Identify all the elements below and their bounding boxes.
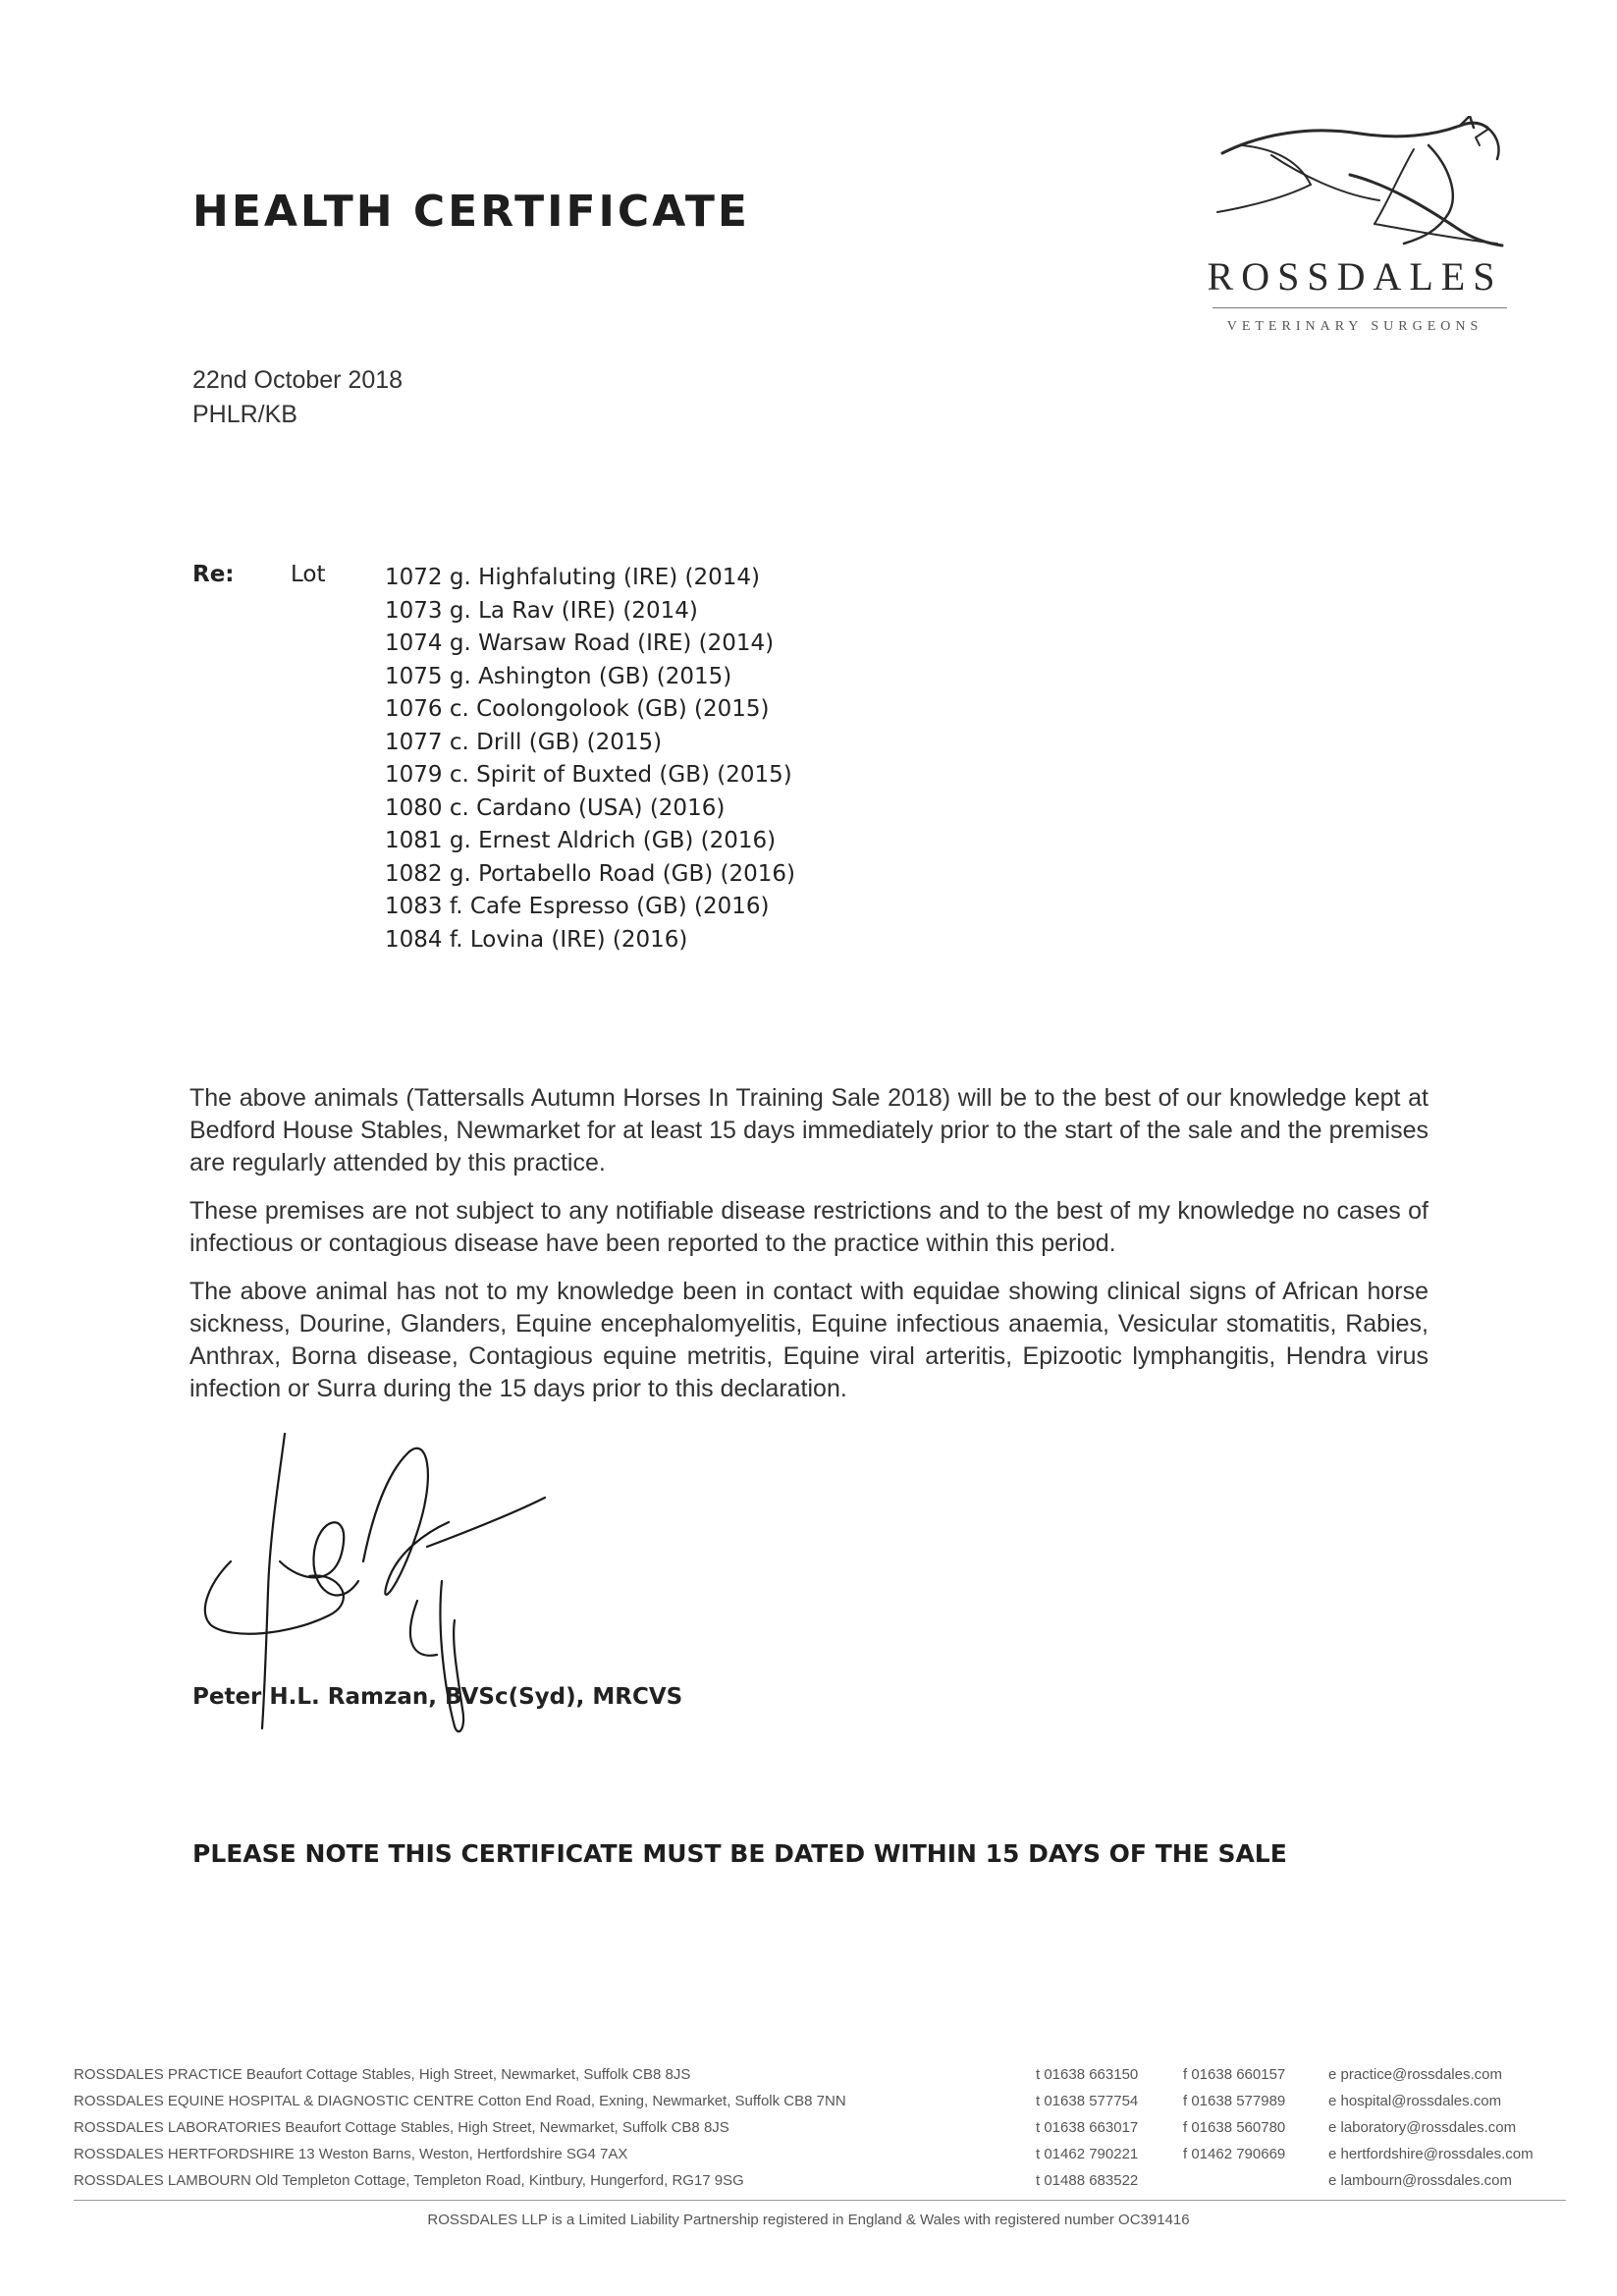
footer-telephone: t 01638 577754 xyxy=(1036,2093,1139,2109)
footer-address: ROSSDALES LAMBOURN Old Templeton Cottage, Templeton Road, Kintbury, Hungerford, RG17 9SG xyxy=(74,2172,744,2189)
body-paragraph: The above animal has not to my knowledge been in contact with equidae showing clinical signs of African horse sickness, Dourine, Glanders, Equine encephalomyelitis, Equine infectious anaemia, Vesicular stomatitis, Rabies, Anthrax, Borna disease, Contagious equine metritis, Equine viral arteritis, Epizootic lymphangitis, Hendra virus infection or Surra during the 15 days prior to this declaration. xyxy=(189,1278,1428,1402)
footer-telephone: t 01638 663017 xyxy=(1036,2119,1139,2136)
footer-address: ROSSDALES LABORATORIES Beaufort Cottage Stables, High Street, Newmarket, Suffolk CB8 8JS xyxy=(74,2119,729,2136)
lot-item: 1081 g. Ernest Aldrich (GB) (2016) xyxy=(385,828,777,853)
footer-email: e hospital@rossdales.com xyxy=(1328,2093,1502,2109)
footer-address: ROSSDALES PRACTICE Beaufort Cottage Stables, High Street, Newmarket, Suffolk CB8 8JS xyxy=(74,2066,691,2083)
lot-item: 1073 g. La Rav (IRE) (2014) xyxy=(385,597,698,624)
logo-divider xyxy=(1213,307,1507,308)
footer-fax: f 01462 790669 xyxy=(1183,2146,1286,2162)
document-title: HEALTH CERTIFICATE xyxy=(192,187,750,237)
lot-item: 1080 c. Cardano (USA) (2016) xyxy=(385,794,726,821)
lot-label: Lot xyxy=(291,562,326,587)
letter-meta xyxy=(192,363,403,432)
body-paragraph: The above animals (Tattersalls Autumn Horses In Training Sale 2018) will be to the best of our knowledge kept at Bedford House Stables, Newmarket for at least 15 days immediately prior to the start of the sale and the premises are regularly attended by this practice. xyxy=(189,1084,1428,1176)
re-label: Re: xyxy=(192,562,235,587)
lot-item: 1083 f. Cafe Espresso (GB) (2016) xyxy=(385,894,770,919)
lot-item: 1077 c. Drill (GB) (2015) xyxy=(385,729,663,755)
lot-item: 1074 g. Warsaw Road (IRE) (2014) xyxy=(385,630,775,656)
footer-fax: f 01638 577989 xyxy=(1183,2093,1286,2109)
certificate-body xyxy=(189,1082,1428,1421)
lot-item: 1079 c. Spirit of Buxted (GB) (2015) xyxy=(385,762,792,788)
footer-address: ROSSDALES HERTFORDSHIRE 13 Weston Barns, Weston, Hertfordshire SG4 7AX xyxy=(74,2146,628,2162)
lot-item: 1076 c. Coolongolook (GB) (2015) xyxy=(385,696,770,722)
footer-fax: f 01638 560780 xyxy=(1183,2119,1286,2136)
logo-subtitle: VETERINARY SURGEONS xyxy=(1226,319,1483,334)
footer-email: e laboratory@rossdales.com xyxy=(1328,2119,1517,2136)
footer-row xyxy=(74,2088,1576,2114)
lot-item: 1082 g. Portabello Road (GB) (2016) xyxy=(385,860,796,887)
practice-footer xyxy=(74,2061,1576,2194)
footer-row xyxy=(74,2114,1576,2141)
footer-email: e practice@rossdales.com xyxy=(1328,2066,1502,2083)
lot-list xyxy=(385,562,795,957)
footer-telephone: t 01638 663150 xyxy=(1036,2066,1139,2083)
footer-fax: f 01638 660157 xyxy=(1183,2066,1286,2083)
footer-divider xyxy=(74,2200,1566,2201)
dating-notice: PLEASE NOTE THIS CERTIFICATE MUST BE DATED WITHIN 15 DAYS OF THE SALE xyxy=(192,1839,1287,1868)
footer-row xyxy=(74,2061,1576,2088)
letter-reference: PHLR/KB xyxy=(192,401,297,428)
body-paragraph: These premises are not subject to any notifiable disease restrictions and to the best of my knowledge no cases of infectious or contagious disease have been reported to the practice within this period. xyxy=(189,1197,1428,1257)
lot-item: 1075 g. Ashington (GB) (2015) xyxy=(385,663,732,689)
galloping-horse-logo-icon xyxy=(1203,116,1517,248)
footer-telephone: t 01488 683522 xyxy=(1036,2172,1139,2189)
logo-wordmark: ROSSDALES xyxy=(1207,254,1503,299)
rossdales-logo xyxy=(1203,116,1517,342)
legal-notice: ROSSDALES LLP is a Limited Liability Partnership registered in England & Wales with registered number OC391416 xyxy=(427,2212,1190,2228)
footer-row xyxy=(74,2141,1576,2167)
lot-item: 1084 f. Lovina (IRE) (2016) xyxy=(385,926,688,953)
lot-item: 1072 g. Highfaluting (IRE) (2014) xyxy=(385,565,761,590)
footer-address: ROSSDALES EQUINE HOSPITAL & DIAGNOSTIC CENTRE Cotton End Road, Exning, Newmarket, Suffolk CB8 7NN xyxy=(74,2093,846,2109)
footer-row xyxy=(74,2167,1576,2194)
signatory-name: Peter H.L. Ramzan, BVSc(Syd), MRCVS xyxy=(192,1684,683,1710)
footer-email: e lambourn@rossdales.com xyxy=(1328,2172,1512,2189)
footer-email: e hertfordshire@rossdales.com xyxy=(1328,2146,1534,2162)
letter-date: 22nd October 2018 xyxy=(192,366,404,394)
footer-telephone: t 01462 790221 xyxy=(1036,2146,1139,2162)
